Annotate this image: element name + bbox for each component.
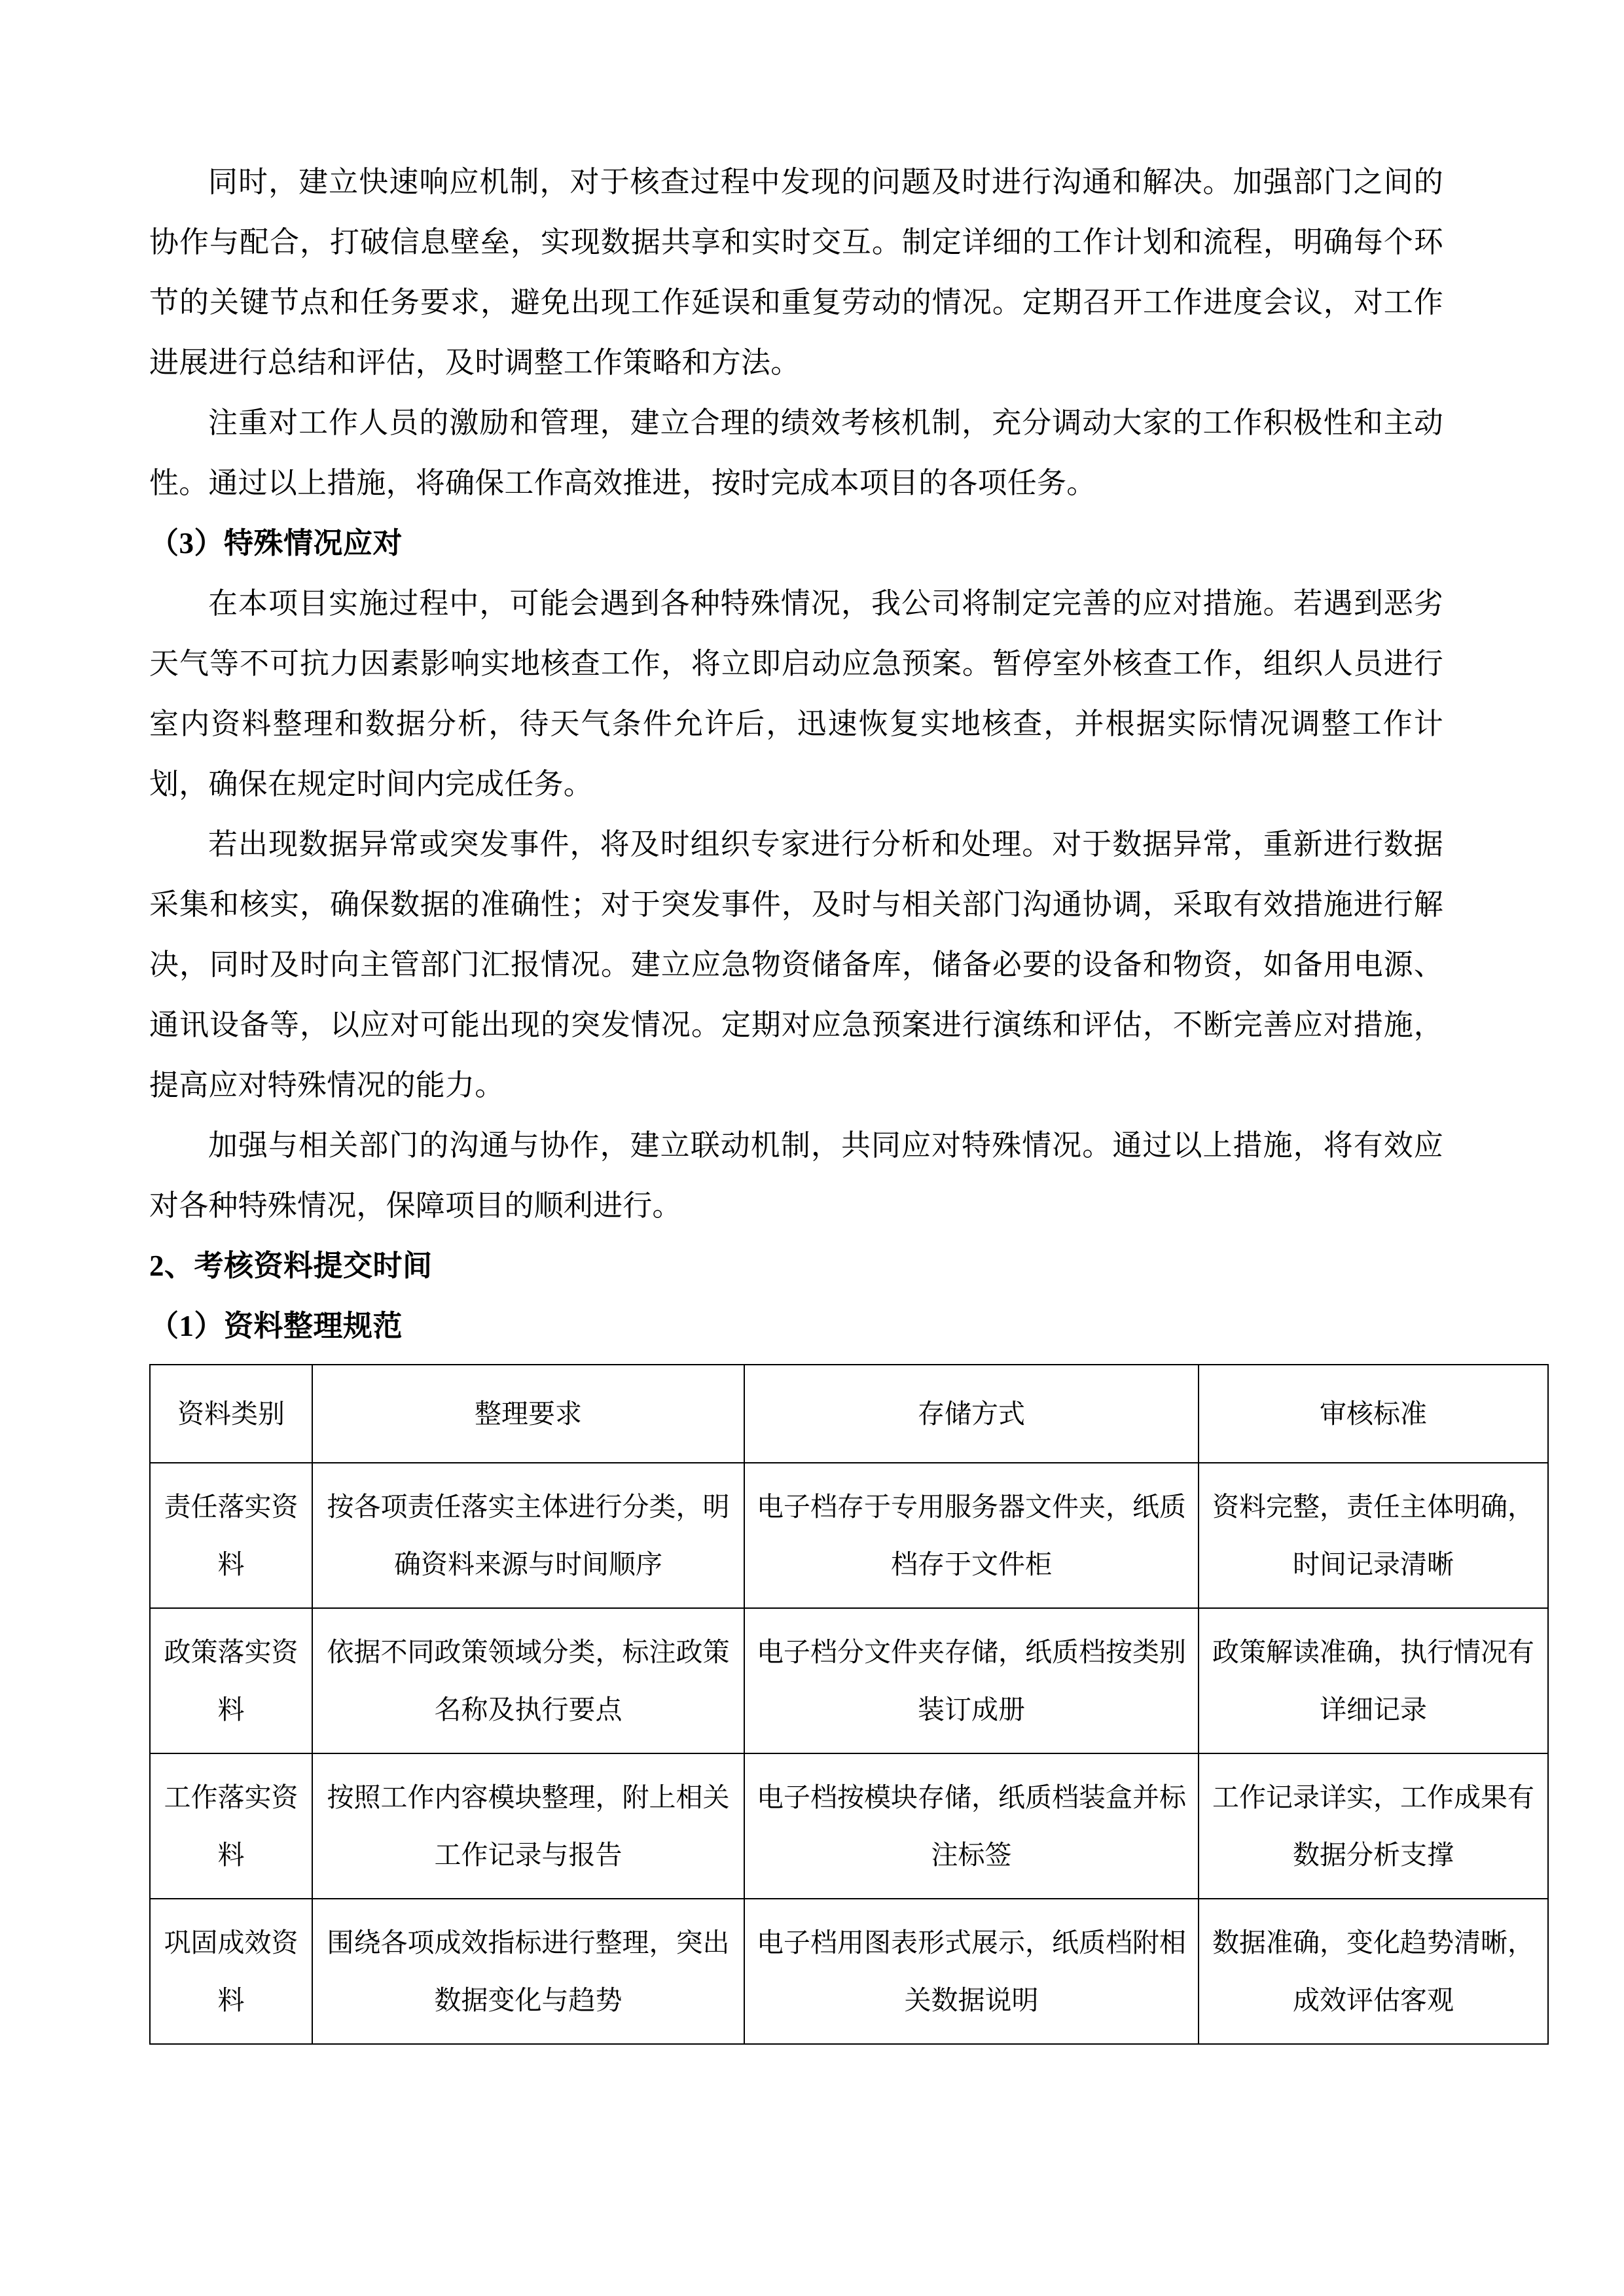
- table-row: [150, 1608, 1548, 1753]
- paragraph-rapid-response: 同时，建立快速响应机制，对于核查过程中发现的问题及时进行沟通和解决。加强部门之间的协作与配合，打破信息壁垒，实现数据共享和实时交互。制定详细的工作计划和流程，明确每个环节的关键节点和任务要求，避免出现工作延误和重复劳动的情况。定期召开工作进度会议，对工作进展进行总结和评估，及时调整工作策略和方法。: [149, 166, 1443, 379]
- paragraph-data-anomaly-handling: 若出现数据异常或突发事件，将及时组织专家进行分析和处理。对于数据异常，重新进行数据采集和核实，确保数据的准确性；对于突发事件，及时与相关部门沟通协调，采取有效措施进行解决，同时及时向主管部门汇报情况。建立应急物资储备库，储备必要的设备和物资，如备用电源、通讯设备等，以应对可能出现的突发情况。定期对应急预案进行演练和评估，不断完善应对措施，提高应对特殊情况的能力。: [149, 828, 1443, 1102]
- table-cell-storage: 电子档按模块存储，纸质档装盒并标注标签: [744, 1753, 1199, 1899]
- table-cell-requirement: 围绕各项成效指标进行整理，突出数据变化与趋势: [312, 1899, 744, 2044]
- table-cell-audit: 政策解读准确，执行情况有详细记录: [1199, 1608, 1548, 1753]
- heading-assessment-submission-time: 2、考核资料提交时间: [149, 1249, 433, 1282]
- table-cell-audit: 工作记录详实，工作成果有数据分析支撑: [1199, 1753, 1548, 1899]
- table-row: [150, 1463, 1548, 1608]
- table-cell-requirement: 按各项责任落实主体进行分类，明确资料来源与时间顺序: [312, 1463, 744, 1608]
- paragraph-interdepartment-coordination: 加强与相关部门的沟通与协作，建立联动机制，共同应对特殊情况。通过以上措施，将有效应对各种特殊情况，保障项目的顺利进行。: [149, 1129, 1443, 1222]
- table-cell-category: 责任落实资料: [150, 1463, 312, 1608]
- table-cell-requirement: 按照工作内容模块整理，附上相关工作记录与报告: [312, 1753, 744, 1899]
- table-header-category: 资料类别: [150, 1365, 312, 1463]
- table-cell-category: 政策落实资料: [150, 1608, 312, 1753]
- table-row: [150, 1899, 1548, 2044]
- table-cell-category: 工作落实资料: [150, 1753, 312, 1899]
- heading-material-organization-spec: （1）资料整理规范: [149, 1310, 403, 1342]
- heading-special-situation-response: （3）特殊情况应对: [149, 527, 403, 560]
- material-organization-table: [149, 1364, 1549, 2045]
- table-header-requirement: 整理要求: [312, 1365, 744, 1463]
- table-cell-requirement: 依据不同政策领域分类，标注政策名称及执行要点: [312, 1608, 744, 1753]
- table-cell-storage: 电子档用图表形式展示，纸质档附相关数据说明: [744, 1899, 1199, 2044]
- table-cell-category: 巩固成效资料: [150, 1899, 312, 2044]
- table-row: [150, 1753, 1548, 1899]
- table-header-audit: 审核标准: [1199, 1365, 1548, 1463]
- table-cell-audit: 数据准确，变化趋势清晰，成效评估客观: [1199, 1899, 1548, 2044]
- table-header-row: [150, 1365, 1548, 1463]
- table-header-storage: 存储方式: [744, 1365, 1199, 1463]
- table-cell-audit: 资料完整，责任主体明确，时间记录清晰: [1199, 1463, 1548, 1608]
- table-cell-storage: 电子档存于专用服务器文件夹，纸质档存于文件柜: [744, 1463, 1199, 1608]
- paragraph-special-situation-measures: 在本项目实施过程中，可能会遇到各种特殊情况，我公司将制定完善的应对措施。若遇到恶劣天气等不可抗力因素影响实地核查工作，将立即启动应急预案。暂停室外核查工作，组织人员进行室内资料整理和数据分析，待天气条件允许后，迅速恢复实地核查，并根据实际情况调整工作计划，确保在规定时间内完成任务。: [149, 587, 1443, 800]
- paragraph-staff-motivation: 注重对工作人员的激励和管理，建立合理的绩效考核机制，充分调动大家的工作积极性和主动性。通过以上措施，将确保工作高效推进，按时完成本项目的各项任务。: [149, 406, 1443, 499]
- table-cell-storage: 电子档分文件夹存储，纸质档按类别装订成册: [744, 1608, 1199, 1753]
